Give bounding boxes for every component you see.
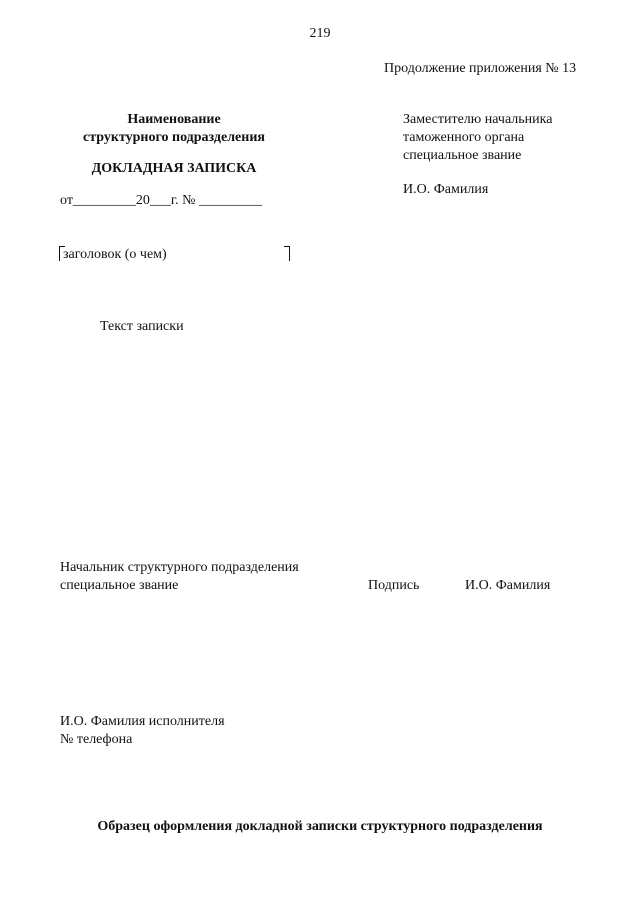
addressee-name: И.О. Фамилия (403, 182, 489, 197)
addressee-line1: Заместителю начальника (403, 112, 553, 127)
sender-title-line1: Наименование (127, 112, 221, 127)
signature-label: Подпись (368, 578, 420, 593)
document-caption: Образец оформления докладной записки структурного подразделения (97, 819, 543, 834)
body-text: Текст записки (100, 319, 184, 334)
appendix-note: Продолжение приложения № 13 (384, 61, 577, 76)
signer-name: И.О. Фамилия (465, 578, 551, 593)
date-number-line: от_________20___г. № _________ (60, 193, 262, 208)
addressee-line2: таможенного органа (403, 130, 525, 145)
executor-phone: № телефона (60, 732, 133, 747)
executor-name: И.О. Фамилия исполнителя (60, 714, 225, 729)
addressee-line3: специальное звание (403, 148, 522, 163)
signer-position-line2: специальное звание (60, 578, 179, 593)
page-number: 219 (309, 26, 331, 41)
subject-heading: заголовок (о чем) (63, 247, 167, 262)
signer-position-line1: Начальник структурного подразделения (60, 560, 299, 575)
sender-title-line2: структурного подразделения (83, 130, 265, 145)
document-type: ДОКЛАДНАЯ ЗАПИСКА (91, 161, 257, 176)
subject-bracket-right (284, 246, 290, 261)
